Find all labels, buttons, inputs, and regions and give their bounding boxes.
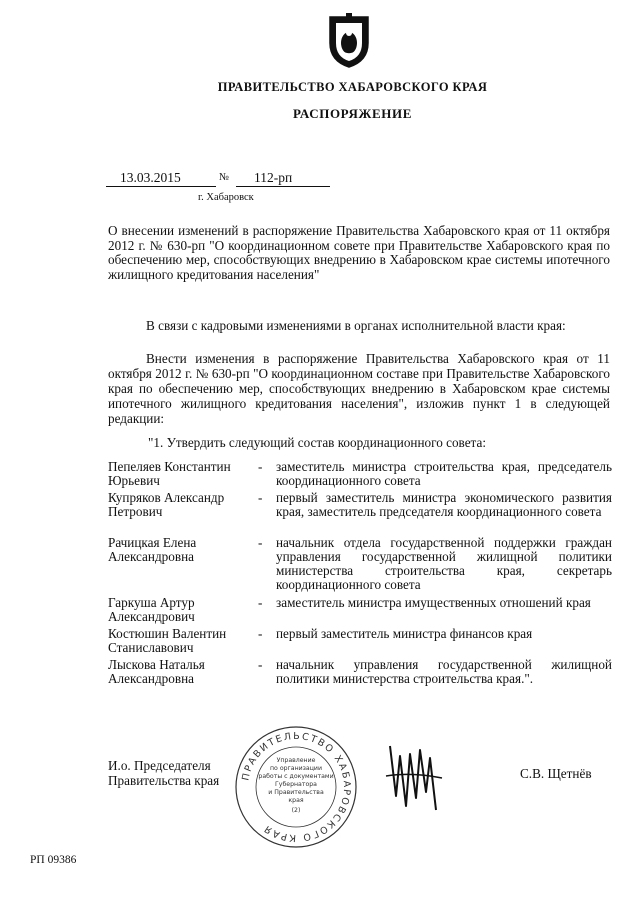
member-dash: - [258,626,263,641]
body-paragraph-1: В связи с кадровыми изменениями в органах исполнительной власти края: [146,318,566,333]
stamp-line: Управление [276,757,316,764]
stamp-ring-text: ПРАВИТЕЛЬСТВО ХАБАРОВСКОГО КРАЯ [240,730,353,844]
body-paragraph-2: Внести изменения в распоряжение Правительства Хабаровского края от 11 октября 2012 г. № 630-рп "О координационном составе при Правительстве Хабаровского края по обеспечению мер, способствующих внедрению в Хабаровском крае системы ипотечного жилищного кредитования населения", изложив пункт 1 в следующей редакции: [108,351,610,426]
document-type-title: РАСПОРЯЖЕНИЕ [293,106,412,121]
member-dash: - [258,490,263,505]
member-name: Купряков Александр Петрович [108,490,225,519]
footer-code: РП 09386 [30,854,77,866]
stamp-line: и Правительства [268,789,324,796]
stamp-line: работы с документами [258,773,334,780]
document-date: 13.03.2015 [106,170,216,187]
member-role: начальник управления государственной жилищной политики министерства строительства края.". [276,657,612,686]
stamp-line: края [288,797,304,804]
member-name: Гаркуша Артур Александрович [108,595,195,624]
member-name: Лыскова Наталья Александровна [108,657,205,686]
member-name: Рачицкая Елена Александровна [108,535,197,564]
stamp-line: по организации [270,765,322,772]
member-dash: - [258,595,263,610]
document-subject: О внесении изменений в распоряжение Правительства Хабаровского края от 11 октября 2012 г. № 630-рп "О координационном совете при Правительстве Хабаровского края по обеспечению мер, способствующих внедрению в Хабаровском крае системы ипотечного жилищного кредитования населения" [108,223,610,282]
member-name: Пепеляев Константин Юрьевич [108,459,231,488]
member-role: заместитель министра имущественных отношений края [276,595,591,610]
member-role: первый заместитель министра финансов края [276,626,533,641]
stamp-line: Губернатора [275,781,317,788]
body-paragraph-3: "1. Утвердить следующий состав координационного совета: [148,435,486,450]
stamp-line: (2) [291,807,301,814]
signer-position-line-2: Правительства края [108,773,220,788]
member-dash: - [258,535,263,550]
document-city: г. Хабаровск [198,192,254,203]
member-role: заместитель министра строительства края, председатель координационного совета [276,459,612,488]
member-name: Костюшин Валентин Станиславович [108,626,227,655]
handwritten-signature [382,736,446,818]
member-dash: - [258,459,263,474]
government-name: ПРАВИТЕЛЬСТВО ХАБАРОВСКОГО КРАЯ [217,80,488,94]
number-sign: № [219,172,230,183]
member-role: первый заместитель министра экономического развития края, заместитель председателя координационного совета [276,490,612,519]
document-number: 112-рп [236,170,330,187]
signer-position-line-1: И.о. Председателя [108,758,211,773]
signer-name: С.В. Щетнёв [520,766,592,781]
member-dash: - [258,657,263,672]
member-role: начальник отдела государственной поддержки граждан управления государственной жилищной политики министерства строительства края, секретарь координационного совета [276,535,612,592]
coat-of-arms-emblem [327,13,371,69]
signer-position [108,758,219,788]
official-seal-stamp [234,725,358,849]
